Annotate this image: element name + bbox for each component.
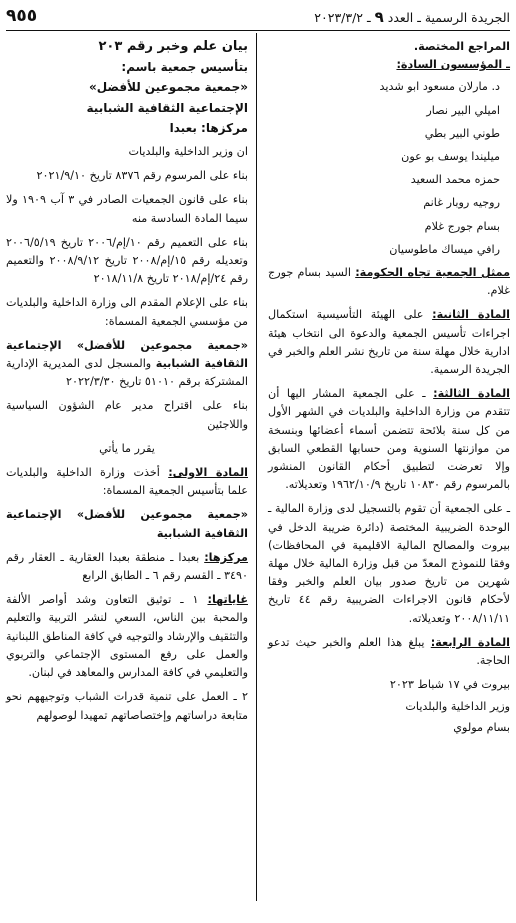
art3-text: ـ على الجمعية المشار اليها أن تتقدم من وزارة الداخلية والبلديات في الشهر الأول من كل سنة بلائحة تتضمن أسماء أعضائها وبنسخة من موازنتها السنوية ومن حسابها القطعي السابق وإلا تعرضت لتطبيق أحكام القانون المنشور بالمرسوم رقم ١٠٨٣٠ تاريخ ١٩٦٢/١٠/٩ وتعديلاته.	[268, 387, 510, 492]
association-name: «جمعية مجموعين للأفضل»	[88, 80, 248, 95]
preamble-5-text: والمسجل لدى المديرية الإدارية المشتركة برقم ٥١٠١٠ تاريخ ٢٠٢٢/٣/٣٠	[6, 357, 248, 389]
goals-2: ٢ ـ العمل على تنمية قدرات الشباب وتوجيههم نحو متابعة دراساتهم وإختصاصاتهم تمهيدا لوصولهم	[6, 690, 248, 722]
preamble-5	[6, 337, 248, 392]
art3-label: المادة الثالثة:	[433, 387, 510, 401]
preamble-3: بناء على التعميم رقم ١٠/إم/٢٠٠٦ تاريخ ٢٠٠٦/٥/١٩ وتعديله رقم ١٥/إم/٢٠٠٨ تاريخ ٢٠٠٨/٩/١٢ والتعميم رقم ٢٤/إم/٢٠١٨ تاريخ ٢٠١٨/١١/٨	[6, 235, 249, 286]
founders-list	[268, 78, 510, 259]
founder-name: ميليندا يوسف بو عون	[401, 150, 500, 164]
journal-name: الجريدة الرسمية ـ العدد	[387, 10, 510, 25]
article-4	[268, 634, 510, 670]
gov-rep-value: السيد بسام جورج غلام.	[268, 266, 510, 298]
issue-date: ـ ٢٠٢٣/٣/٢	[314, 10, 371, 25]
goals	[6, 591, 248, 682]
art2-label: المادة الثانية:	[432, 308, 510, 322]
authorities-heading: المراجع المختصة.	[413, 40, 510, 53]
article-3-part2: ـ على الجمعية أن تقوم بالتسجيل لدى وزارة المالية ـ الوحدة الضريبية المختصة (دائرة ضريبة الدخل في بيروت والمصالح المالية الاقليمية في المحافظات) وفقا للنموذج المعدّ من قبل وزارة المالية خلال مهلة شهرين من تاريخ صدور بيان العلم والخبر وفقا لأحكام قانون الاجراءات الضريبية رقم ٤٤ تاريخ ٢٠٠٨/١١/١١ وتعديلاته.	[268, 502, 510, 625]
journal-title	[314, 8, 510, 26]
headquarters	[6, 549, 248, 585]
article-1	[6, 464, 248, 500]
founder-name: حمزه محمد السعيد	[410, 173, 500, 187]
founder-name: بسام جورج غلام	[424, 219, 500, 233]
hq-text: بعبدا ـ منطقة بعبدا العقارية ـ العقار رقم ٣٤٩٠ ـ القسم رقم ٦ ـ الطابق الرابع	[6, 550, 248, 583]
art4-label: المادة الرابعة:	[430, 635, 510, 649]
signer-title: وزير الداخلية والبلديات	[405, 699, 510, 713]
intro-line: ان وزير الداخلية والبلديات	[128, 145, 248, 159]
goals-text: ١ ـ توثيق التعاون وشد أواصر الألفة والمحبة بين الناس، السعي لنشر التربية والتعليم والتثقيف والإرشاد والتوجيه في كافة المناطق اللبنانية والعمل على رفع المستوى الإجتماعي والتربوي والتعليمي في كافة المدارس والمعاهد في لبنان.	[6, 593, 248, 680]
association-type: الإجتماعية الثقافية الشبابية	[86, 100, 248, 115]
art1-text: أخذت وزارة الداخلية والبلديات علما بتأسيس الجمعية المسماة:	[6, 466, 248, 498]
founders-heading: ـ المؤسسون السادة:	[396, 58, 510, 72]
preamble-2: بناء على قانون الجمعيات الصادر في ٣ آب ١٩٠٩ ولا سيما المادة السادسة منه	[6, 193, 248, 225]
place-date: بيروت في ١٧ شباط ٢٠٢٣	[389, 678, 510, 692]
preamble-1: بناء على المرسوم رقم ٨٣٧٦ تاريخ ٢٠٢١/٩/١٠	[36, 169, 248, 183]
document-subtitle: بتأسيس جمعية باسم:	[121, 60, 248, 75]
header-rule	[6, 30, 510, 31]
right-column	[268, 38, 510, 737]
decides-line: يقرر ما يأتي	[99, 441, 155, 455]
art1-association-name: «جمعية مجموعين للأفضل» الإجتماعية الثقافية الشبابية	[6, 508, 248, 540]
signer-name: بسام مولوي	[453, 720, 510, 734]
founder-name: طوني البير بطي	[424, 126, 500, 140]
column-divider	[256, 33, 257, 901]
association-hq: مركزها: بعبدا	[169, 120, 248, 135]
founder-name: رافي ميساك ماطوسيان	[389, 242, 500, 256]
preamble-5-name: «جمعية مجموعين للأفضل» الإجتماعية الثقافية الشبابية	[6, 338, 248, 371]
goals-label: غاياتها:	[207, 593, 248, 607]
gov-representative	[268, 264, 510, 300]
hq-label: مركزها:	[204, 550, 248, 564]
page-header	[6, 6, 510, 32]
founder-name: اميلي البير نصار	[426, 103, 500, 117]
art1-label: المادة الاولى:	[168, 466, 249, 480]
gov-rep-label: ممثل الجمعية تجاه الحكومة:	[355, 266, 510, 280]
founder-name: د. مارلان مسعود ابو شديد	[379, 80, 500, 94]
article-3	[268, 385, 510, 494]
preamble-6: بناء على اقتراح مدير عام الشؤون السياسية واللاجئين	[6, 399, 248, 431]
founder-name: روجيه روبار غانم	[423, 196, 500, 210]
art4-text: يبلغ هذا العلم والخبر حيث تدعو الحاجة.	[268, 635, 510, 668]
document-title: بيان علم وخبر رقم ٢٠٣	[98, 39, 248, 54]
page-number: ٩٥٥	[6, 6, 38, 26]
left-column	[6, 38, 248, 731]
article-2	[268, 306, 510, 379]
preamble-4: بناء على الإعلام المقدم الى وزارة الداخلية والبلديات من مؤسسي الجمعية المسماة:	[6, 296, 248, 328]
issue-number: ٩	[374, 8, 384, 26]
art2-text: على الهيئة التأسيسية استكمال اجراءات تأسيس الجمعية والدعوة الى انتخاب هيئة ادارية خلال مهلة سنة من تاريخ نشر العلم والخبر في الجريدة الرسمية.	[268, 308, 510, 377]
